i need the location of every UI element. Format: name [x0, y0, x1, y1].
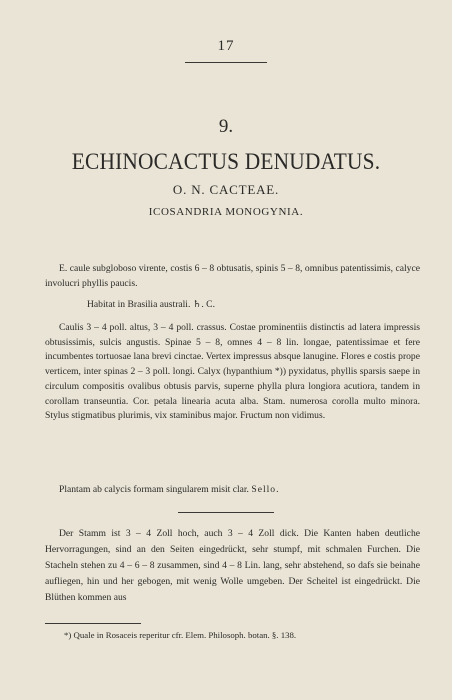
species-title: ECHINOCACTUS DENUDATUS. — [71, 149, 381, 174]
collector-note-text: Plantam ab calycis formam singularem misit clar. — [59, 484, 252, 495]
collector-name: Sello. — [251, 484, 280, 495]
latin-diagnosis: E. caule subgloboso virente, costis 6 – 8 obtusatis, spinis 5 – 8, omnibus patentissimis, calyce involucri phyllis paucis. — [45, 263, 420, 289]
page-number: 17 — [217, 38, 235, 54]
latin-description: Caulis 3 – 4 poll. altus, 3 – 4 poll. crassus. Costae prominentiis distinctis ad latera impressis obtusissimis, sulcis angustis. Spinae 5 – 8, omnes 4 – 8 lin. longae, patentissimae et fere incumbentes tortuosae lana brevi cinctae. Vertex impressus absque lanugine. Flores e costis prope verticem, inter spinas 2 – 3 poll. longi. Calyx (hypanthium *)) pyxidatus, phyllis sparsis saepe in circulum compositis ovalibus obtusis parvis, superne phylla plura longiora acutiora, tandem in corollam transeuntia. Cor. petala linearia acuta alba. Stam. numerosa corolla multo minora. Stylus stigmatibus plurimis, vix staminibus major. Fructum non vidimus. — [45, 322, 420, 422]
linnaean-class: ICOSANDRIA MONOGYNIA. — [148, 206, 304, 218]
natural-order: O. N. CACTEAE. — [172, 182, 280, 197]
habitat-line: Habitat in Brasilia australi. ♄. C. — [87, 299, 215, 310]
german-description: Der Stamm ist 3 – 4 Zoll hoch, auch 3 – 4 Zoll dick. Die Kanten haben deutliche Hervorragungen, sind an den Seiten eingedrückt, sehr stumpf, mit schmalen Furchen. Die Stacheln stehen zu 4 – 6 – 8 zusammen, sind 4 – 8 Lin. lang, sehr abstehend, so dafs sie beinahe aufliegen, hin und her gebogen, mit wenig Wolle umgeben. Der Scheitel ist eingedrückt. Die Blüthen kommen aus — [45, 528, 420, 603]
entry-number: 9. — [218, 116, 234, 137]
footnote: *) Quale in Rosaceis reperitur cfr. Elem. Philosoph. botan. §. 138. — [64, 630, 297, 640]
section-separator — [178, 512, 274, 513]
header-rule — [185, 62, 267, 63]
footnote-rule — [45, 623, 141, 624]
collector-note — [45, 483, 420, 498]
